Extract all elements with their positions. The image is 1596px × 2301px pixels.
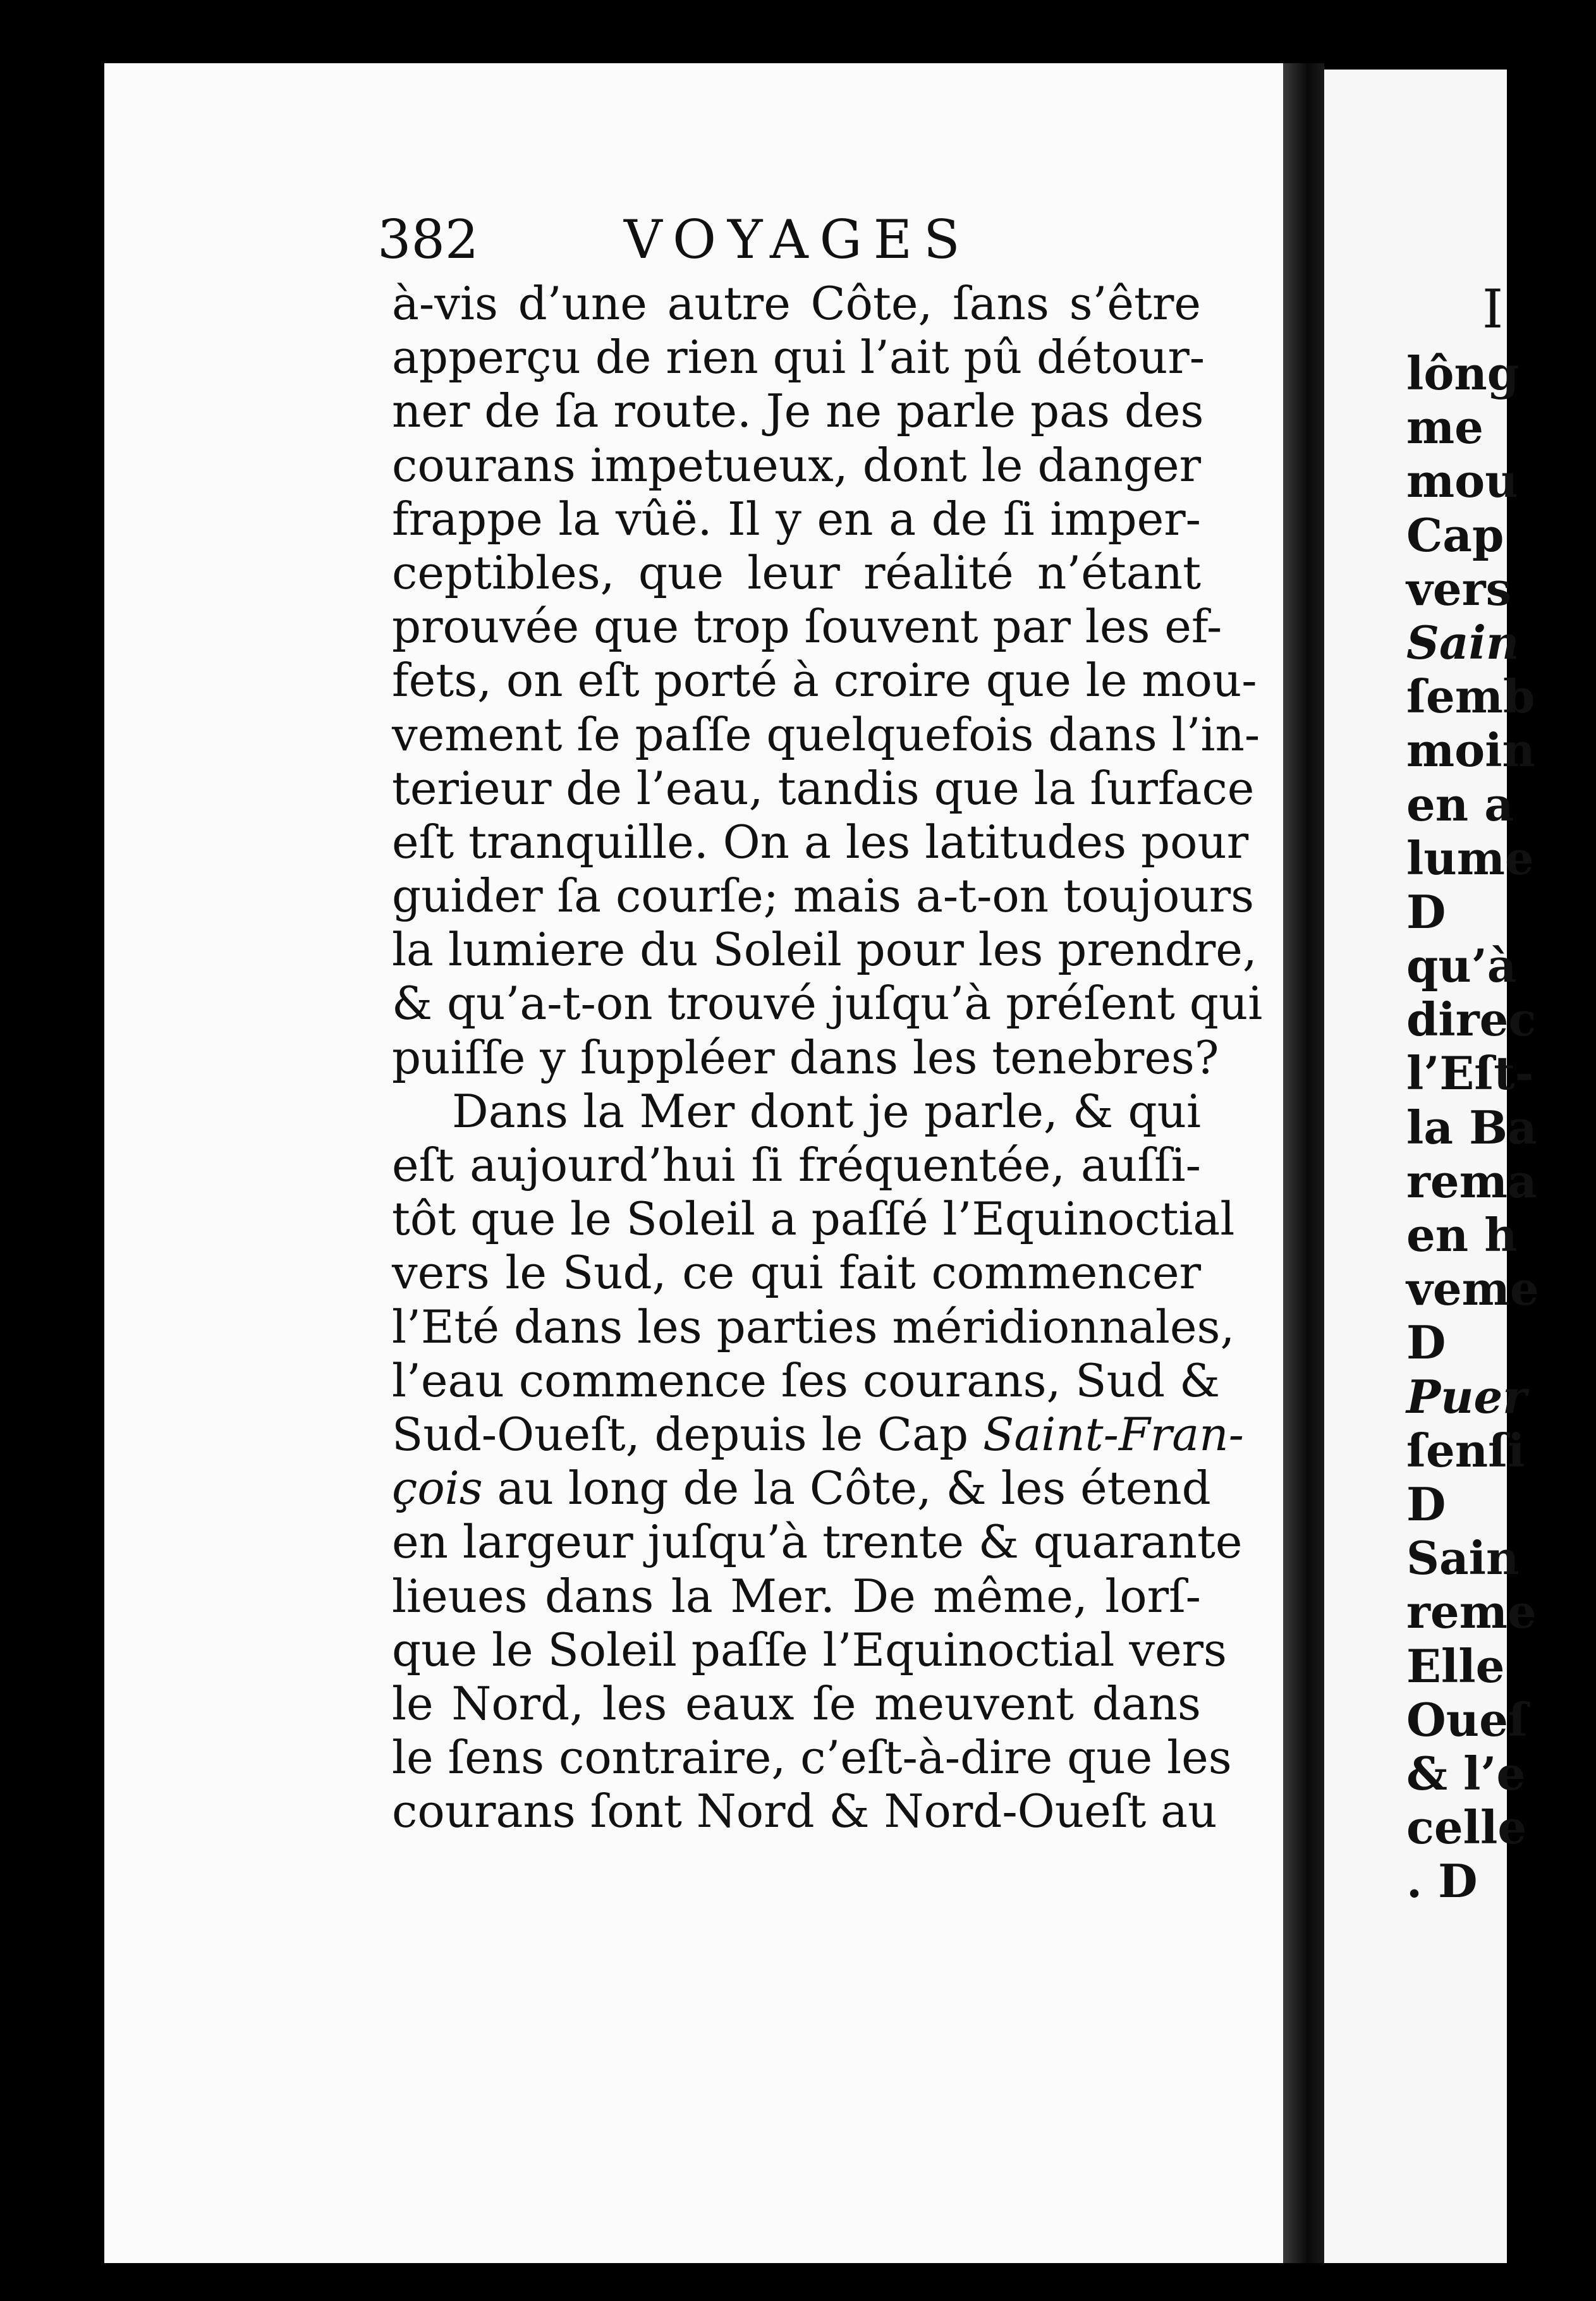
text-line: apperçu de rien qui l’ait pû détour- — [392, 331, 1205, 384]
right-text-line: . D — [1406, 1854, 1478, 1908]
page-number: 382 — [377, 209, 479, 271]
right-page — [1324, 70, 1539, 2263]
page-header — [377, 209, 1212, 278]
right-text-line: mou — [1406, 454, 1518, 508]
text-line: tôt que le Soleil a paſſé l’Equinoctial — [392, 1192, 1235, 1246]
text-line: vement ſe paſſe quelquefois dans l’in- — [392, 707, 1260, 761]
right-text-line: l’Eſt- — [1406, 1046, 1534, 1101]
right-text-line: Cap — [1406, 508, 1504, 562]
right-text-line: reme — [1406, 1585, 1537, 1639]
right-text-line: lông — [1406, 346, 1520, 400]
right-text-line: & l’e — [1406, 1746, 1526, 1800]
text-line: eſt aujourd’hui ſi fréquentée, auſſi- — [392, 1138, 1201, 1192]
right-page-head: I — [1482, 278, 1504, 340]
right-text-line: veme — [1406, 1262, 1539, 1316]
right-text-line: rema — [1406, 1154, 1537, 1208]
right-text-line: Sain — [1406, 615, 1520, 669]
text-line: la lumiere du Soleil pour les prendre, — [392, 923, 1257, 977]
right-text-line: D — [1406, 884, 1446, 939]
text-line: fets, on eſt porté à croire que le mou- — [392, 654, 1257, 707]
text-line: çois au long de la Côte, & les étend — [392, 1462, 1211, 1515]
text-line: prouvée que trop ſouvent par les ef- — [392, 600, 1222, 654]
right-text-line: direc — [1406, 992, 1537, 1047]
body-text — [392, 277, 1263, 1838]
right-text-line: Elle — [1406, 1639, 1505, 1693]
text-line: le ſens contraire, c’eſt-à-dire que les — [392, 1731, 1232, 1785]
right-text-line: ſenſi — [1406, 1423, 1525, 1477]
text-line: ceptibles, que leur réalité n’étant — [392, 546, 1201, 599]
right-text-line: la Ba — [1406, 1100, 1537, 1154]
text-line: en largeur juſqu’à trente & quarante — [392, 1515, 1243, 1569]
text-line: Dans la Mer dont je parle, & qui — [452, 1084, 1201, 1138]
text-line: guider ſa courſe; mais a-t-on toujours — [392, 869, 1255, 923]
text-line: frappe la vûë. Il y en a de ſi imper- — [392, 492, 1201, 546]
right-text-line: moin — [1406, 723, 1535, 778]
text-line: lieues dans la Mer. De même, lorſ- — [392, 1569, 1201, 1623]
right-text-line: qu’à — [1406, 939, 1517, 993]
running-head: VOYAGES — [624, 209, 972, 271]
right-page-text — [1406, 346, 1596, 1908]
right-text-line: vers — [1406, 561, 1512, 616]
right-text-line: D — [1406, 1477, 1446, 1531]
text-line: ner de ſa route. Je ne parle pas des — [392, 384, 1204, 438]
text-line: & qu’a-t-on trouvé juſqu’à préſent qui — [392, 977, 1263, 1030]
text-line: terieur de l’eau, tandis que la ſurface — [392, 761, 1255, 815]
text-line: eſt tranquille. On a les latitudes pour — [392, 815, 1249, 869]
right-text-line: celle — [1406, 1800, 1527, 1855]
text-line: vers le Sud, ce qui fait commencer — [392, 1246, 1201, 1300]
right-text-line: en a — [1406, 777, 1514, 831]
right-text-line: ſemb — [1406, 669, 1535, 724]
text-line: à-vis d’une autre Côte, ſans s’être — [392, 277, 1201, 330]
right-text-line: me — [1406, 400, 1483, 455]
right-text-line: lume — [1406, 831, 1534, 885]
text-line: que le Soleil paſſe l’Equinoctial vers — [392, 1623, 1227, 1676]
text-line: l’Eté dans les parties méridionnales, — [392, 1300, 1235, 1353]
right-text-line: en h — [1406, 1208, 1518, 1262]
text-line: l’eau commence ſes courans, Sud & — [392, 1353, 1221, 1407]
right-text-line: Puer — [1406, 1369, 1527, 1424]
text-line: puiſſe y ſuppléer dans les tenebres? — [392, 1030, 1219, 1084]
book-gutter — [1283, 63, 1324, 2263]
text-line: Sud-Oueſt, depuis le Cap Saint-Fran- — [392, 1407, 1244, 1461]
right-text-line: D — [1406, 1315, 1446, 1370]
text-line: le Nord, les eaux ſe meuvent dans — [392, 1676, 1201, 1730]
right-text-line: Sain — [1406, 1531, 1520, 1585]
right-text-line: Oueſ — [1406, 1692, 1528, 1747]
text-line: courans ſont Nord & Nord-Oueſt au — [392, 1785, 1217, 1838]
text-line: courans impetueux, dont le danger — [392, 438, 1201, 492]
